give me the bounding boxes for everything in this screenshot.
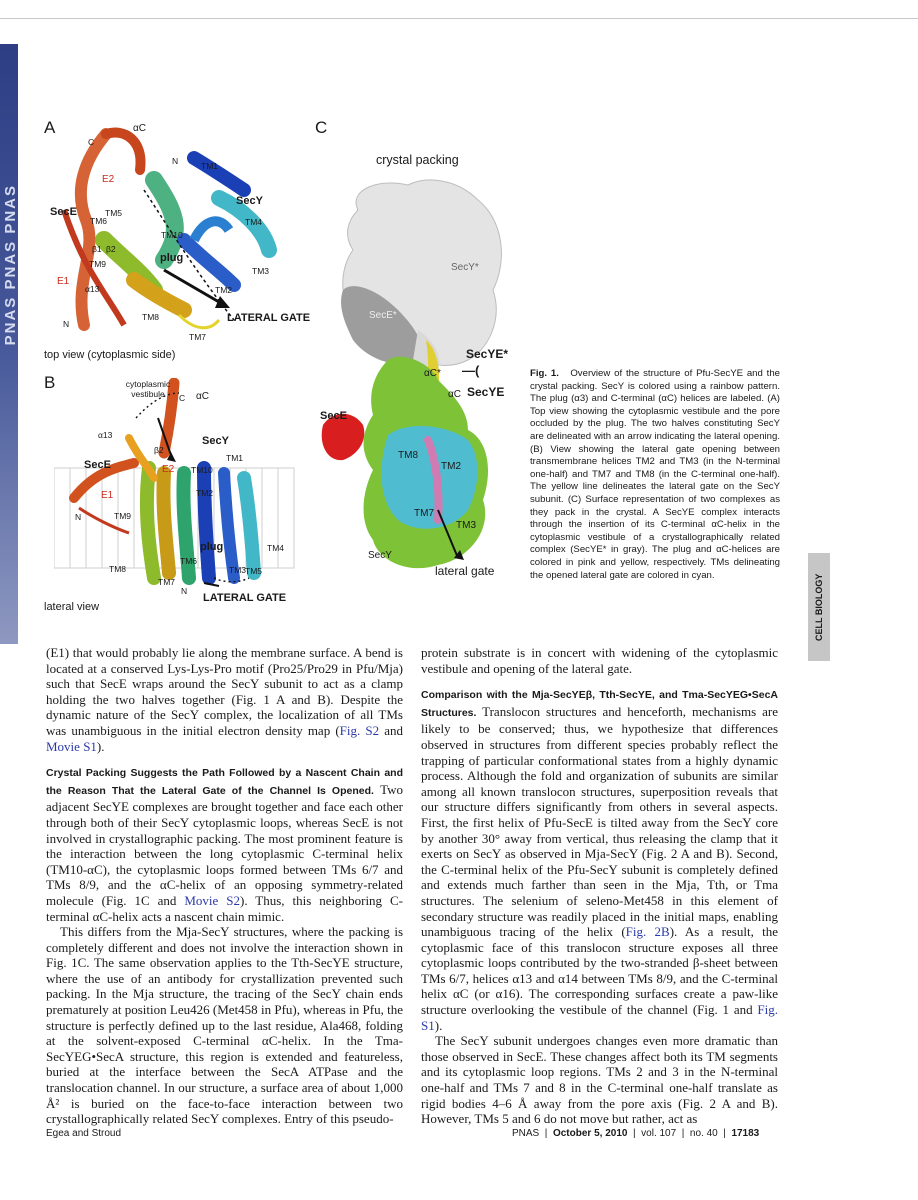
label-a-plug: plug: [160, 252, 184, 264]
footer-page: 17183: [731, 1128, 760, 1139]
label-a-tm7: TM7: [189, 332, 206, 342]
label-b-tm7: TM7: [158, 577, 175, 587]
figure-caption: [530, 368, 780, 582]
panel-letter-c: C: [315, 118, 328, 137]
label-b-tm8: TM8: [109, 564, 126, 574]
label-c-tm3: TM3: [456, 520, 476, 531]
label-b-secy: SecY: [202, 435, 229, 447]
footer-date: October 5, 2010: [552, 1128, 628, 1139]
label-a-n: N: [172, 156, 179, 166]
panel-a-view-label: top view (cytoplasmic side): [44, 349, 176, 361]
label-a-c: C: [88, 137, 95, 147]
label-a-beta2: β2: [106, 244, 116, 254]
label-a-alpha13: α13: [85, 284, 100, 294]
label-c-lateral-gate: lateral gate: [435, 564, 495, 578]
label-c-alphac-star: αC*: [424, 368, 441, 379]
label-c-secy-star: SecY*: [451, 262, 479, 273]
panel-letter-a: A: [44, 118, 56, 137]
label-b-n2: N: [181, 586, 188, 596]
label-a-tm6: TM6: [90, 216, 107, 226]
link-fig-s2[interactable]: Fig. S2: [339, 722, 380, 738]
right-paragraph-1: protein substrate is in concert with widening of the cytoplasmic vestibule and opening of the lateral gate.: [421, 645, 778, 676]
label-c-secy: SecY: [368, 550, 392, 561]
label-a-tm5: TM5: [105, 208, 122, 218]
label-a-tm2: TM2: [215, 285, 232, 295]
label-c-tm7: TM7: [414, 508, 434, 519]
label-c-arrow: —(: [462, 363, 480, 378]
label-c-secye-star: SecYE*: [466, 347, 509, 361]
link-fig-s1[interactable]: Fig. S1: [421, 1002, 778, 1033]
label-a-e2: E2: [102, 174, 115, 185]
footer-issue: no. 40: [689, 1128, 718, 1139]
caption-text: Overview of the structure of Pfu-SecYE and the crystal packing. SecY is colored using a rainbow pattern. The plug (α3) and C-terminal (αC) helices are labeled. (A) Top view showing the cytoplasmic vestibule and the pore occluded by the plug. The two halves constituting SecY are delineated with an arrow indicating the lateral opening. (B) View showing the lateral gate opening between transmembrane helices TM2 and TM3 (in the N-terminal one-half) and TM7 and TM8 (in the C-terminal one-half). The yellow line delineates the lateral gate on the SecY subunit. (C) Surface representation of two complexes as they pack in the crystal. A SecYE complex interacts through the insertion of its C-terminal αC-helix in the cytoplasmic vestibule of a crystallographically related complex (SecYE* in gray). The plug and αC-helices are colored in pink and yellow, respectively. TMs delineating the opened lateral gate are colored in cyan.: [530, 368, 780, 581]
label-b-tm3: TM3: [229, 565, 246, 575]
label-a-tm1: TM1: [201, 161, 218, 171]
label-a-lateral-gate: LATERAL GATE: [227, 312, 311, 324]
label-c-alphac: αC: [448, 389, 462, 400]
left-column: [46, 645, 403, 1127]
label-c-sece: SecE: [320, 410, 347, 422]
label-b-beta2: β2: [154, 445, 164, 455]
label-a-tm9: TM9: [89, 259, 106, 269]
label-b-tm9: TM9: [114, 511, 131, 521]
label-c-tm8: TM8: [398, 450, 418, 461]
left-paragraph-1: (E1) that would probably lie along the membrane surface. A bend is located at a conserved Lys-Lys-Pro motif (Pro25/Pro29 in Pfu/Mja) such that SecE wraps around the SecY subunit to act as a clamp holding the two halves together (Fig. 1 A and B). Despite the dynamic nature of the SecY complex, the localization of all TMs was unambiguous in the initial electron density map (Fig. S2 and Movie S1).: [46, 645, 403, 754]
footer-journal: PNAS: [512, 1128, 540, 1139]
label-b-e2: E2: [162, 464, 175, 475]
label-a-e1: E1: [57, 276, 70, 287]
label-a-tm3: TM3: [252, 266, 269, 276]
pnas-side-banner: [0, 44, 18, 644]
section-tab: CELL BIOLOGY: [808, 553, 830, 661]
right-column: [421, 645, 778, 1127]
right-paragraph-2: Comparison with the Mja-SecYEβ, Tth-SecYE, and Tma-SecYEG•SecA Structures. Translocon structures and henceforth, mechanisms are likely to be conserved; thus, we hypothesize that differences observed in structures from different species probably reflect the trapping of particular conformational states from a highly dynamic process. Although the fold and organization of subunits are similar among all known translocon structures, superposition reveals that our structure differs significantly from others in several aspects. First, the first helix of Pfu-SecE is tilted away from the SecY core by another 30° away from vertical, thus releasing the clamp that it exerts on SecY as observed in Mja-SecY (Fig. 2 A and B). Second, the C-terminal helix of the Pfu-SecY subunit is completely defined and extends much farther than seen in the Mja, Tth, or Tma structures. The selenium of seleno-Met458 in this element of secondary structure was readily placed in the initial maps, enabling unambiguous tracing of the helix (Fig. 2B). As a result, the cytoplasmic face of this translocon structure exposes all three cytoplasmic loops contributed by the two-stranded β-sheet between TMs 6/7, helices α13 and α14 between TMs 8/9, and the C-terminal helix αC (or α16). The corresponding surfaces create a paw-like structure overlooking the vestibule of the channel (Fig. 1 and Fig. S1).: [421, 689, 778, 1033]
label-b-sece: SecE: [84, 459, 111, 471]
label-b-vestibule-1: cytoplasmic vestibule: [125, 379, 171, 399]
label-b-plug: plug: [200, 541, 224, 553]
link-fig-2b[interactable]: Fig. 2B: [625, 924, 670, 940]
panel-c-title: crystal packing: [376, 153, 459, 167]
label-b-tm10: TM10: [191, 465, 213, 475]
link-movie-s2[interactable]: Movie S2: [184, 892, 240, 908]
section-heading-crystal-packing: Crystal Packing Suggests the Path Followed by a Nascent Chain and the Reason That the Lateral Gate of the Channel Is Opened.: [46, 767, 403, 797]
panel-b-view-label: lateral view: [44, 601, 100, 613]
link-movie-s1[interactable]: Movie S1: [46, 738, 97, 754]
label-a-tm10: TM10: [161, 230, 183, 240]
label-a-secy: SecY: [236, 195, 263, 207]
panel-c-surface: [318, 170, 518, 590]
label-a-tm8: TM8: [142, 312, 159, 322]
footer-volume: vol. 107: [641, 1128, 677, 1139]
label-a-beta1: β1: [92, 244, 102, 254]
label-c-sece-star: SecE*: [369, 310, 397, 321]
right-paragraph-3: The SecY subunit undergoes changes even more dramatic than those observed in SecE. These changes affect both its TM segments and its cytoplasmic loop regions. TMs 2 and 3 in the N-terminal one-half and TMs 7 and 8 in the C-terminal one-half translate as rigid bodies 4–6 Å away from the pore axis (Fig. 2 A and B). However, TMs 5 and 6 do not move but rather, act as: [421, 1033, 778, 1127]
panel-b-ribbon: [54, 378, 304, 603]
pnas-banner-text: PNAS PNAS PNAS: [2, 184, 19, 346]
left-paragraph-3: This differs from the Mja-SecY structures, where the packing is completely different and does not involve the interaction shown in Fig. 1C. The same observation applies to the Tth-SecYE structure, where the use of an antibody for crystallization prevented such packing. In the Mja structure, the tracing of the SecY chain ends prematurely at position Leu426 (Met458 in Pfu), whereas in Pfu, the structure is perfectly defined up to the last residue, Ala468, folding at the solvent-exposed C-terminal αC-helix. In the Tma-SecYEG•SecA structure, this region is extended and featureless, buried at the interface between the SecA ATPase and the translocation channel. In our structure, a surface area of about 1,000 Å² is buried on the face-to-face interaction between two crystallographically related SecY complexes. Entry of this pseudo-: [46, 924, 403, 1127]
label-a-n2: N: [63, 319, 70, 329]
label-b-alpha13: α13: [98, 430, 113, 440]
label-b-c: C: [179, 393, 186, 403]
label-b-tm6: TM6: [180, 556, 197, 566]
panel-letter-b: B: [44, 373, 56, 392]
label-b-lateral-gate: LATERAL GATE: [203, 592, 287, 604]
top-rule: [0, 18, 918, 19]
label-b-tm5: TM5: [245, 566, 262, 576]
section-heading-comparison: Comparison with the Mja-SecYEβ, Tth-SecYE, and Tma-SecYEG•SecA Structures.: [421, 689, 778, 719]
label-a-sece: SecE: [50, 206, 77, 218]
footer-authors: Egea and Stroud: [46, 1128, 122, 1139]
label-b-tm2: TM2: [196, 488, 213, 498]
footer-journal-info: PNAS | October 5, 2010 | vol. 107 | no. 40 | 17183: [512, 1128, 760, 1139]
label-b-tm4: TM4: [267, 543, 284, 553]
left-paragraph-2: Crystal Packing Suggests the Path Followed by a Nascent Chain and the Reason That the Lateral Gate of the Channel Is Opened. Two adjacent SecYE complexes are brought together and face each other through both of their SecY cytoplasmic loops, whereas SecE is not involved in crystallographic packing. The most prominent feature is the interaction between the long cytoplasmic C-terminal helix (TM10-αC), the cytoplasmic loops formed between TMs 6/7 and TMs 8/9, and the αC-helix of an opposing symmetry-related molecule (Fig. 1C and Movie S2). Thus, this neighboring C-terminal αC-helix acts a nascent chain mimic.: [46, 767, 404, 924]
label-b-tm1: TM1: [226, 453, 243, 463]
label-c-secye: SecYE: [467, 385, 505, 399]
label-b-n: N: [75, 512, 82, 522]
label-b-alphaC: αC: [196, 391, 210, 402]
caption-label: Fig. 1.: [530, 368, 559, 379]
label-a-tm4: TM4: [245, 217, 262, 227]
label-b-e1: E1: [101, 490, 114, 501]
label-c-tm2: TM2: [441, 461, 461, 472]
label-a-alphaC: αC: [133, 123, 147, 134]
